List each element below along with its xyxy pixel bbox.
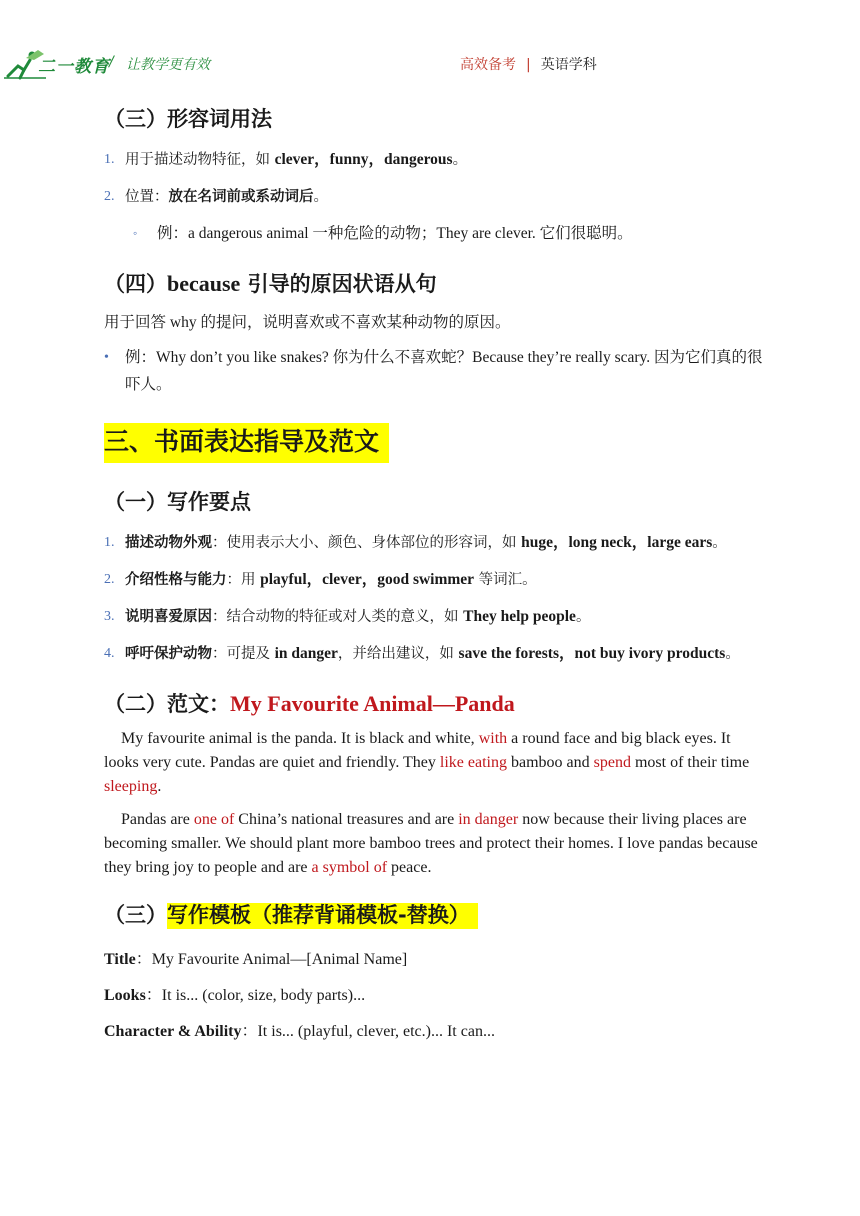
- list-item: [104, 529, 764, 557]
- item-text-end: 。: [725, 646, 740, 662]
- item-keywords: 放在名词前或系动词后: [168, 189, 314, 205]
- title-prefix: （三）: [104, 903, 167, 927]
- item-keywords-2: save the forests，not buy ivory products: [458, 645, 726, 662]
- essay-text: now because their living places are becoming smaller. We should plant more bamboo trees and protect their homes. I love pandas because they bring joy to people and are: [104, 811, 758, 876]
- essay-text: Pandas are: [121, 811, 194, 828]
- template-line-looks: [104, 984, 764, 1008]
- essay-keyphrase: a symbol of: [311, 859, 388, 876]
- item-text-end: 。: [452, 152, 468, 168]
- essay-keyphrase: one of: [193, 811, 235, 828]
- item-text: 位置：: [125, 189, 169, 205]
- list-number: 1.: [104, 152, 115, 167]
- part-title-text: 三、书面表达指导及范文: [104, 423, 389, 463]
- essay-text: China’s national treasures and are: [234, 811, 459, 828]
- header-subject: [460, 54, 597, 74]
- header-subject-label: 英语学科: [540, 57, 597, 73]
- page-header: [0, 0, 860, 90]
- item-text: ：使用表示大小、颜色、身体部位的形容词，如: [212, 535, 522, 551]
- item-text: 用于描述动物特征，如: [125, 152, 275, 168]
- list-number: 2.: [104, 189, 115, 204]
- section-essay-title: [104, 683, 764, 725]
- essay-paragraph-1: [104, 727, 764, 799]
- essay-keyphrase: sleeping: [104, 778, 158, 795]
- essay-keyphrase: spend: [593, 754, 631, 771]
- item-text: ：用: [226, 572, 261, 588]
- item-label: 介绍性格与能力: [125, 572, 227, 588]
- template-label: Title: [104, 951, 136, 968]
- item-label: 呼吁保护动物: [125, 646, 212, 662]
- page-content: [104, 98, 764, 1044]
- list-item: [104, 603, 764, 631]
- list-item: [104, 146, 764, 174]
- example-text: 例：Why don’t you like snakes? 你为什么不喜欢蛇？Because they’re really scary. 因为它们真的很吓人。: [125, 349, 763, 393]
- item-label: 描述动物外观: [125, 535, 212, 551]
- list-number: 4.: [104, 646, 115, 661]
- item-keywords: huge，long neck，large ears: [521, 534, 713, 551]
- essay-text: My favourite animal is the panda. It is black and white,: [121, 730, 479, 747]
- list-item: [104, 183, 764, 211]
- item-keywords: clever，funny，dangerous: [274, 151, 453, 168]
- item-keywords: playful，clever，good swimmer: [260, 571, 475, 588]
- item-keywords: They help people: [463, 608, 576, 625]
- section-because-title: [104, 263, 764, 305]
- item-text-mid: ，并给出建议，如: [337, 646, 459, 662]
- template-text: ：It is... (playful, clever, etc.)... It can...: [241, 1023, 495, 1040]
- part-title: [104, 423, 764, 463]
- template-line-character: [104, 1020, 764, 1044]
- essay-title: My Favourite Animal—Panda: [230, 691, 515, 716]
- item-text-end: 。: [575, 609, 591, 625]
- template-text: ：My Favourite Animal—[Animal Name]: [135, 951, 408, 968]
- sub-list-item: [104, 220, 764, 247]
- essay-text: bamboo and: [507, 754, 594, 771]
- header-slash: /: [109, 54, 114, 70]
- because-intro: 用于回答 why 的提问，说明喜欢或不喜欢某种动物的原因。: [104, 314, 511, 331]
- example-text: 例：a dangerous animal 一种危险的动物；They are clever. 它们很聪明。: [157, 225, 633, 242]
- title-prefix: （二）范文：: [104, 692, 230, 716]
- essay-keyphrase: with: [478, 730, 508, 747]
- essay-keyphrase: like eating: [439, 754, 507, 771]
- item-keywords: in danger: [274, 645, 338, 662]
- section-template-title: [104, 894, 764, 936]
- section-adjective-title: （三）形容词用法: [104, 107, 272, 131]
- title-prefix: （四）: [104, 272, 167, 296]
- essay-paragraph-2: [104, 808, 764, 880]
- bullet: •: [104, 350, 109, 365]
- item-text-end: 。: [313, 189, 328, 205]
- list-number: 2.: [104, 572, 115, 587]
- title-keyword: because: [167, 271, 241, 296]
- list-number: 3.: [104, 609, 115, 624]
- header-exam-label: 高效备考: [460, 57, 516, 73]
- brand-slogan: 让教学更有效: [126, 57, 210, 73]
- item-text: ：可提及: [212, 646, 275, 662]
- item-label: 说明喜爱原因: [125, 609, 212, 625]
- title-suffix: 引导的原因状语从句: [240, 272, 437, 296]
- section-points-title: （一）写作要点: [104, 490, 251, 514]
- template-title-highlight: 写作模板（推荐背诵模板-替换）: [167, 903, 478, 929]
- template-line-title: [104, 948, 764, 972]
- essay-keyphrase: in danger: [458, 811, 519, 828]
- list-item: [104, 344, 764, 398]
- item-text: ：结合动物的特征或对人类的意义，如: [212, 609, 464, 625]
- essay-text: a round face and big black eyes. It looks very cute. Pandas are quiet and friendly. They: [104, 730, 731, 771]
- template-label: Looks: [104, 987, 146, 1004]
- list-number: 1.: [104, 535, 115, 550]
- item-text-end: 。: [712, 535, 727, 551]
- list-item: [104, 566, 764, 594]
- brand-name: 二一教育: [38, 57, 110, 77]
- essay-text: .: [157, 778, 162, 795]
- template-text: ：It is... (color, size, body parts)...: [145, 987, 366, 1004]
- item-text-end: 等词汇。: [474, 572, 537, 588]
- essay-text: most of their time: [630, 754, 750, 771]
- list-item: [104, 640, 764, 668]
- sub-bullet: ◦: [133, 226, 138, 240]
- header-separator: |: [526, 57, 531, 73]
- essay-text: peace.: [387, 859, 432, 876]
- template-label: Character & Ability: [104, 1023, 242, 1040]
